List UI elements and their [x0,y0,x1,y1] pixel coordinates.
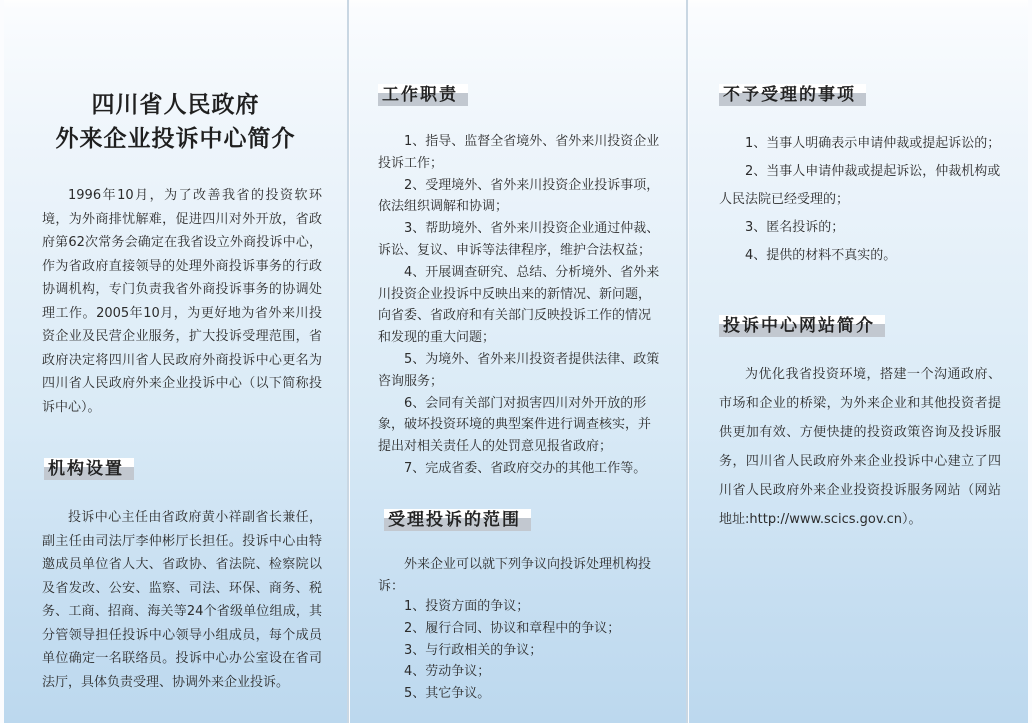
scope-item: 5、其它争议。 [404,686,491,702]
scope-intro: 外来企业可以就下列争议向投诉处理机构投诉： [378,557,652,594]
title-line-2: 外来企业投诉中心简介 [55,126,296,152]
title-line-1: 四川省人民政府 [91,92,260,118]
duty-item: 3、帮助境外、省外来川投资企业通过仲裁、诉讼、复议、申诉等法律程序，维护合法权益； [378,221,660,258]
fold-line-1 [347,0,349,723]
panel-middle [350,0,686,723]
org-paragraph: 投诉中心主任由省政府黄小祥副省长兼任，副主任由司法厅李仲彬厅长担任。投诉中心由特邀成员单位省人大、省政协、省法院、检察院以及省发改、公安、监察、司法、环保、商务、税务、工商、招商、海关等24个省级单位组成，其分管领导担任投诉中心领导小组成员，每个成员单位确定一名联络员。投诉中心办公室设在省司法厅，具体负责受理、协调外来企业投诉。 [42,510,322,690]
scope-heading: 受理投诉的范围 [384,509,531,531]
page-title [4,88,347,156]
duty-item: 5、为境外、省外来川投资者提供法律、政策咨询服务； [378,351,660,389]
org-heading: 机构设置 [44,458,134,480]
intro-paragraph: 1996年10月，为了改善我省的投资软环境，为外商排忧解难，促进四川对外开放，省政府第62次常务会确定在我省设立外商投诉中心，作为省政府直接领导的处理外商投诉事务的行政协调机构，专门负责我省外商投诉事务的协调处理工作。2005年10月，为更好地为省外来川投资企业及民营企业服务，扩大投诉受理范围，省政府决定将四川省人民政府外商投诉中心更名为四川省人民政府外来企业投诉中心（以下简称投诉中心）。 [42,188,322,415]
panel-right [689,0,1028,723]
exclude-item: 2、当事人申请仲裁或提起诉讼，仲裁机构或人民法院已经受理的； [719,164,1001,207]
fold-line-2 [686,0,688,723]
exclude-item: 4、提供的材料不真实的。 [745,248,897,263]
scope-item: 2、履行合同、协议和章程中的争议； [404,620,621,636]
scope-item: 3、与行政相关的争议； [404,642,543,658]
exclude-heading: 不予受理的事项 [719,84,866,106]
scope-list [378,596,660,705]
scope-item: 4、劳动争议； [404,664,491,680]
duty-item: 7、完成省委、省政府交办的其他工作等。 [404,460,647,476]
duties-list [378,131,660,480]
panel-left [4,0,347,723]
website-heading: 投诉中心网站简介 [719,315,885,337]
exclude-item: 3、匿名投诉的； [745,220,845,235]
duty-item: 6、会同有关部门对损害四川对外开放的形象，破坏投资环境的典型案件进行调查核实，并提出对相关责任人的处罚意见报省政府； [378,395,652,455]
scope-item: 1、投资方面的争议； [404,599,530,614]
duty-item: 2、受理境外、省外来川投资企业投诉事项，依法组织调解和协调； [378,177,660,215]
exclude-item: 1、当事人明确表示申请仲裁或提起诉讼的； [745,136,1001,151]
duty-item: 1、指导、监督全省境外、省外来川投资企业投诉工作； [378,134,660,171]
duty-item: 4、开展调查研究、总结、分析境外、省外来川投资企业投诉中反映出来的新情况、新问题，向省委、省政府和有关部门反映投诉工作的情况和发现的重大问题； [378,264,660,346]
duties-heading: 工作职责 [378,84,468,106]
website-paragraph: 为优化我省投资环境，搭建一个沟通政府、市场和企业的桥梁，为外来企业和其他投资者提供更加有效、方便快捷的投资政策咨询及投诉服务，四川省人民政府外来企业投诉中心建立了四川省人民政府外来企业投资投诉服务网站（网站地址:http://www.scics.gov.cn）。 [719,367,1001,527]
exclude-list [719,130,1001,270]
